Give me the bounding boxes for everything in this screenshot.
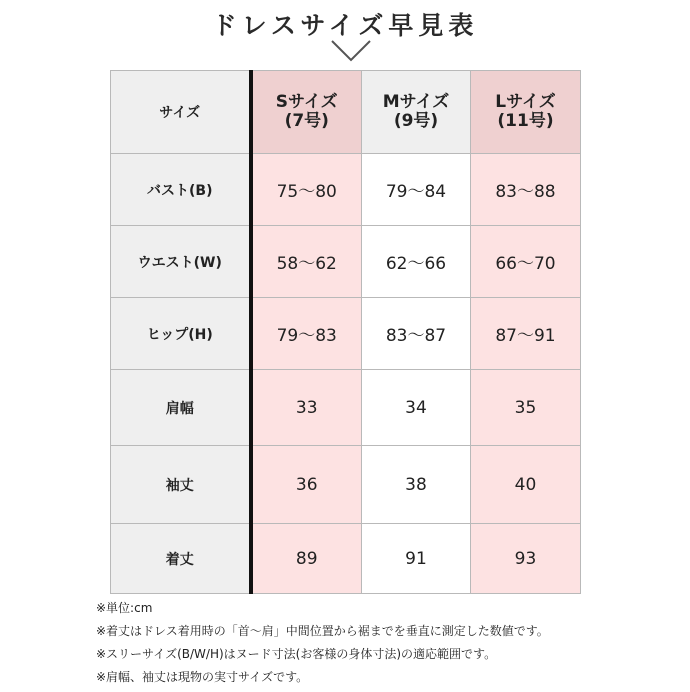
size-chart-table [110, 70, 581, 594]
column-header-s [251, 71, 362, 154]
page-title: ドレスサイズ早見表 [211, 11, 479, 40]
table-cell: 75～80 [251, 154, 362, 226]
table-cell: 83～87 [362, 298, 471, 370]
table-cell: 93 [471, 524, 581, 594]
row-header: 着丈 [111, 524, 251, 594]
table-cell: 91 [362, 524, 471, 594]
column-name: Lサイズ [495, 92, 556, 112]
column-sub: (11号) [497, 111, 554, 131]
notes [96, 600, 549, 692]
table-cell: 89 [251, 524, 362, 594]
table-row [111, 154, 581, 226]
row-header: ウエスト(W) [111, 226, 251, 298]
table-cell: 35 [471, 370, 581, 446]
row-header: ヒップ(H) [111, 298, 251, 370]
table-cell: 58～62 [251, 226, 362, 298]
table-cell: 38 [362, 446, 471, 524]
table-cell: 34 [362, 370, 471, 446]
table-cell: 40 [471, 446, 581, 524]
column-sub: (9号) [393, 111, 439, 131]
table-cell: 66～70 [471, 226, 581, 298]
note-length: ※着丈はドレス着用時の「首～肩」中間位置から裾までを垂直に測定した数値です。 [96, 624, 549, 638]
table-row [111, 370, 581, 446]
corner-header: サイズ [111, 71, 251, 154]
table-cell: 79～83 [251, 298, 362, 370]
table-cell: 36 [251, 446, 362, 524]
table-cell: 62～66 [362, 226, 471, 298]
header-row [111, 71, 581, 154]
table-cell: 33 [251, 370, 362, 446]
table-cell: 79～84 [362, 154, 471, 226]
chevron-down-icon [330, 38, 372, 64]
column-header-l [471, 71, 581, 154]
column-name: Mサイズ [382, 92, 450, 112]
table-cell: 87～91 [471, 298, 581, 370]
note-unit: ※単位:cm [96, 601, 153, 615]
column-name: Sサイズ [275, 92, 338, 112]
table-row [111, 524, 581, 594]
table-cell: 83～88 [471, 154, 581, 226]
note-three-sizes: ※スリーサイズ(B/W/H)はヌード寸法(お客様の身体寸法)の適応範囲です。 [96, 647, 497, 661]
table-row [111, 298, 581, 370]
column-sub: (7号) [284, 111, 329, 131]
table-row [111, 446, 581, 524]
row-header: 袖丈 [111, 446, 251, 524]
note-shoulder-sleeve: ※肩幅、袖丈は現物の実寸サイズです。 [96, 670, 309, 684]
row-header: 肩幅 [111, 370, 251, 446]
table-row [111, 226, 581, 298]
column-header-m [362, 71, 471, 154]
row-header: バスト(B) [111, 154, 251, 226]
